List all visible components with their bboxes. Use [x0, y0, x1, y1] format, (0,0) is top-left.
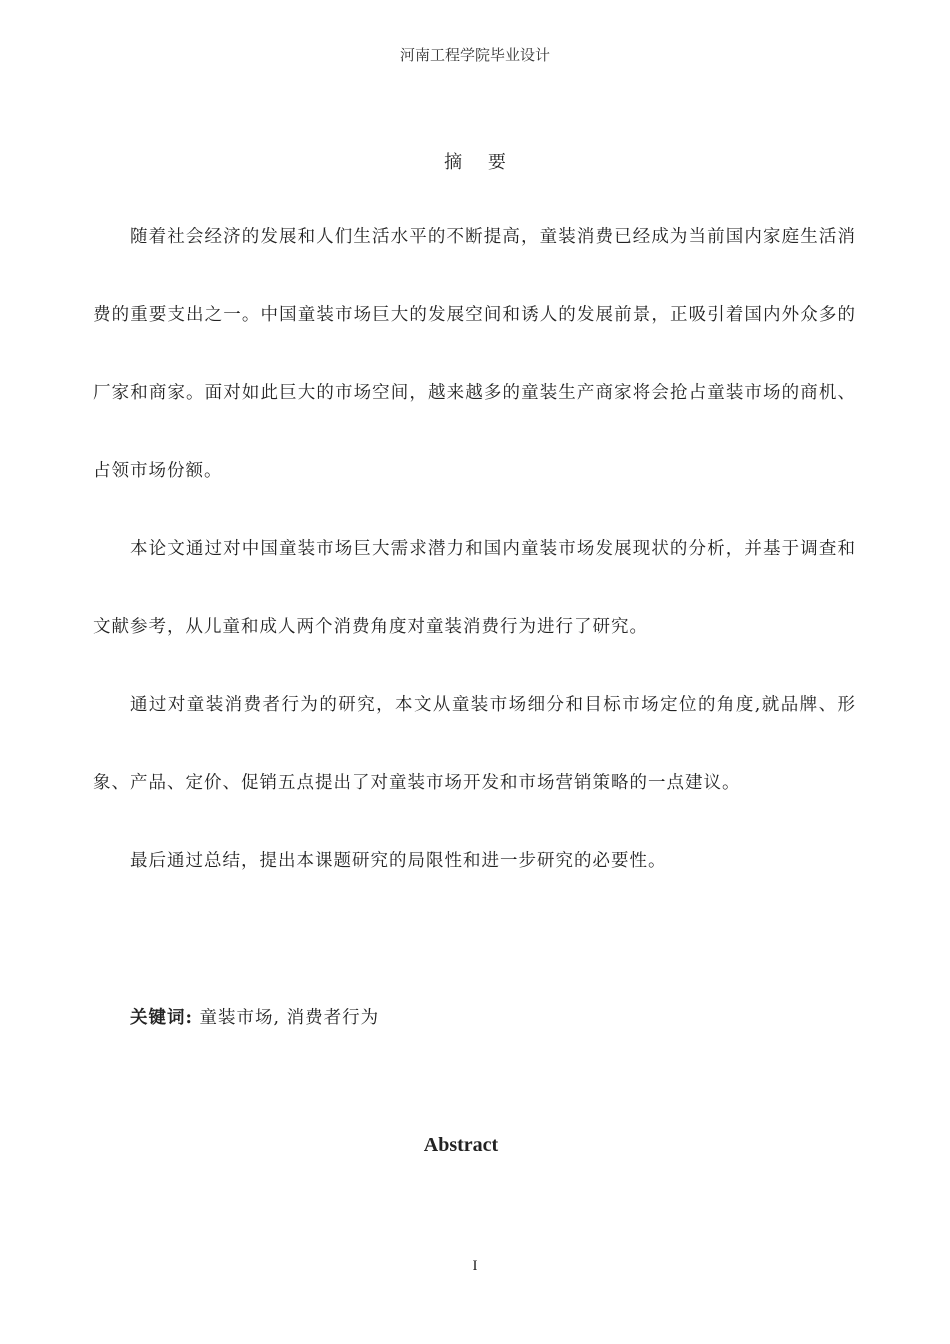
abstract-paragraph-1: 随着社会经济的发展和人们生活水平的不断提高，童装消费已经成为当前国内家庭生活消费的重要支出之一。中国童装市场巨大的发展空间和诱人的发展前景，正吸引着国内外众多的厂家和商家。面对如此巨大的市场空间，越来越多的童装生产商家将会抢占童装市场的商机、占领市场份额。	[93, 227, 856, 481]
running-header: 河南工程学院毕业设计	[399, 46, 550, 64]
abstract-zh-title: 摘 要	[444, 152, 516, 173]
abstract-paragraph-3: 通过对童装消费者行为的研究，本文从童装市场细分和目标市场定位的角度,就品牌、形象、产品、定价、促销五点提出了对童装市场开发和市场营销策略的一点建议。	[93, 695, 856, 793]
abstract-paragraph-4: 最后通过总结，提出本课题研究的局限性和进一步研究的必要性。	[130, 851, 667, 871]
abstract-paragraph-2: 本论文通过对中国童装市场巨大需求潜力和国内童装市场发展现状的分析，并基于调查和文献参考，从儿童和成人两个消费角度对童装消费行为进行了研究。	[93, 539, 856, 637]
keywords-values: 童装市场, 消费者行为	[199, 1008, 380, 1028]
page-number: I	[472, 1258, 478, 1274]
keywords-line	[130, 1004, 379, 1029]
abstract-en-title: Abstract	[423, 1134, 499, 1156]
keywords-label: 关键词:	[130, 1008, 193, 1028]
